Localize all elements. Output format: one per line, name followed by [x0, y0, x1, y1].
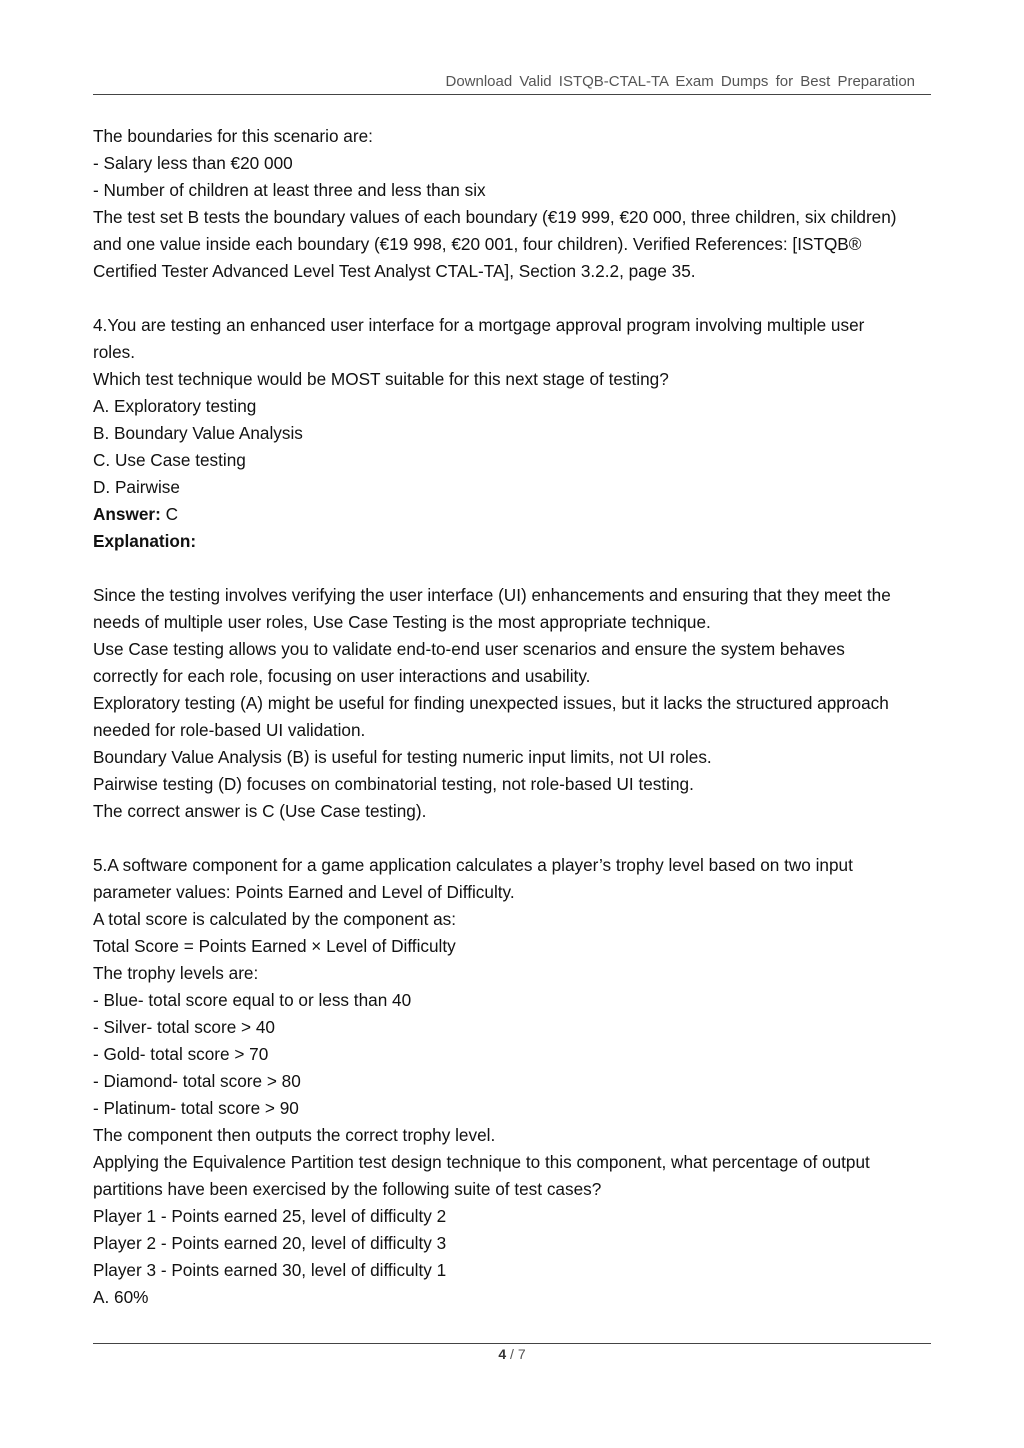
page-header-title: Download Valid ISTQB-CTAL-TA Exam Dumps for Best Preparation — [445, 73, 915, 90]
paragraph-line: The test set B tests the boundary values of each boundary (€19 999, €20 000, three children, six children) — [93, 207, 897, 227]
answer-value: C — [160, 504, 178, 524]
option-d: D. Pairwise — [93, 477, 180, 497]
paragraph-line: - Number of children at least three and less than six — [93, 180, 486, 200]
question-5-line: Player 3 - Points earned 30, level of difficulty 1 — [93, 1260, 447, 1280]
explanation-label: Explanation: — [93, 531, 197, 551]
question-5-line: The trophy levels are: — [93, 963, 259, 983]
spacer — [93, 825, 939, 852]
answer-line — [93, 501, 939, 528]
question-5-line: - Silver- total score > 40 — [93, 1017, 275, 1037]
question-5-line: parameter values: Points Earned and Level of Difficulty. — [93, 882, 515, 902]
page-current: 4 — [498, 1346, 507, 1362]
explanation-line: Boundary Value Analysis (B) is useful for testing numeric input limits, not UI roles. — [93, 747, 712, 767]
question-5-line: Player 1 - Points earned 25, level of difficulty 2 — [93, 1206, 447, 1226]
option-c: C. Use Case testing — [93, 450, 246, 470]
paragraph-line: The boundaries for this scenario are: — [93, 126, 373, 146]
question-5-line: A total score is calculated by the component as: — [93, 909, 457, 929]
question-4-stem: roles. — [93, 342, 136, 362]
paragraph-line: and one value inside each boundary (€19 998, €20 001, four children). Verified References: [ISTQB® — [93, 234, 862, 254]
footer-divider — [93, 1343, 931, 1344]
page-separator: / — [506, 1346, 518, 1362]
question-5-line: - Blue- total score equal to or less than 40 — [93, 990, 412, 1010]
question-5-line: - Gold- total score > 70 — [93, 1044, 269, 1064]
header-divider — [93, 94, 931, 95]
spacer — [93, 285, 939, 312]
explanation-line: correctly for each role, focusing on user interactions and usability. — [93, 666, 591, 686]
question-5-line: partitions have been exercised by the following suite of test cases? — [93, 1179, 602, 1199]
explanation-line: The correct answer is C (Use Case testing). — [93, 801, 427, 821]
paragraph-line: - Salary less than €20 000 — [93, 153, 293, 173]
question-5-line: Applying the Equivalence Partition test design technique to this component, what percentage of output — [93, 1152, 870, 1172]
explanation-line: needs of multiple user roles, Use Case Testing is the most appropriate technique. — [93, 612, 711, 632]
question-4-stem: Which test technique would be MOST suitable for this next stage of testing? — [93, 369, 669, 389]
explanation-line: Since the testing involves verifying the user interface (UI) enhancements and ensuring that they meet the — [93, 585, 891, 605]
question-5-line: The component then outputs the correct trophy level. — [93, 1125, 496, 1145]
spacer — [93, 555, 939, 582]
question-5-line: Total Score = Points Earned × Level of Difficulty — [93, 936, 456, 956]
question-5-line: - Diamond- total score > 80 — [93, 1071, 301, 1091]
explanation-line: needed for role-based UI validation. — [93, 720, 366, 740]
question-4-stem: 4.You are testing an enhanced user interface for a mortgage approval program involving multiple user — [93, 315, 865, 335]
question-5-line: - Platinum- total score > 90 — [93, 1098, 299, 1118]
option-a: A. 60% — [93, 1287, 149, 1307]
paragraph-line: Certified Tester Advanced Level Test Analyst CTAL-TA], Section 3.2.2, page 35. — [93, 261, 696, 281]
answer-label: Answer: — [93, 504, 161, 524]
explanation-line: Exploratory testing (A) might be useful for finding unexpected issues, but it lacks the structured approach — [93, 693, 889, 713]
question-5-line: 5.A software component for a game application calculates a player’s trophy level based on two input — [93, 855, 853, 875]
page-number — [0, 1346, 1024, 1362]
page-content — [93, 123, 939, 1311]
page-total: 7 — [517, 1346, 526, 1362]
option-a: A. Exploratory testing — [93, 396, 257, 416]
option-b: B. Boundary Value Analysis — [93, 423, 303, 443]
explanation-line: Use Case testing allows you to validate end-to-end user scenarios and ensure the system behaves — [93, 639, 845, 659]
explanation-line: Pairwise testing (D) focuses on combinatorial testing, not role-based UI testing. — [93, 774, 694, 794]
question-5-line: Player 2 - Points earned 20, level of difficulty 3 — [93, 1233, 447, 1253]
